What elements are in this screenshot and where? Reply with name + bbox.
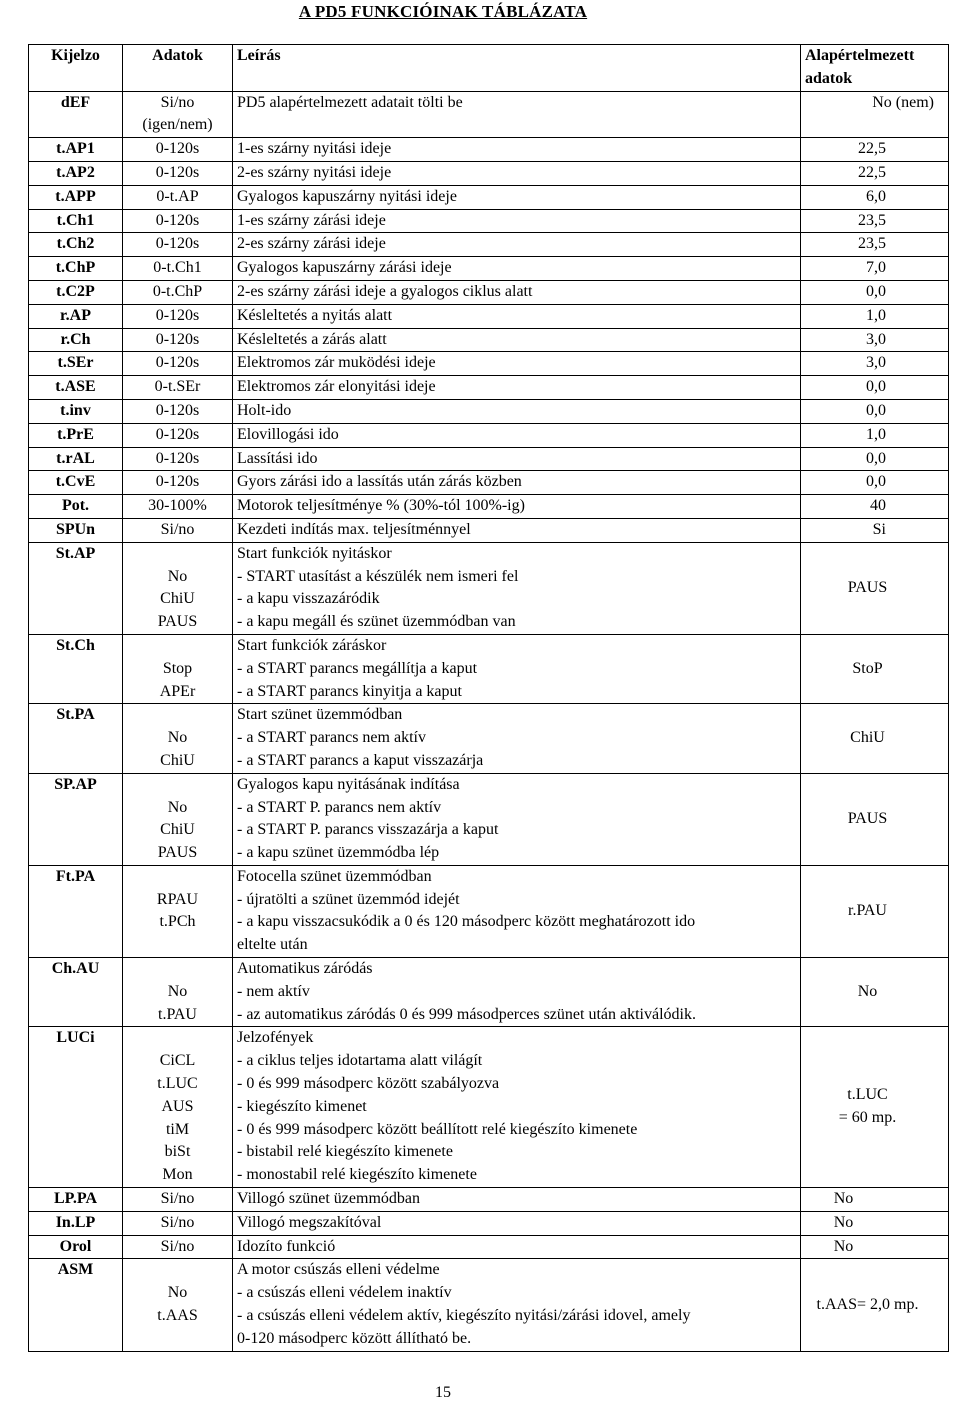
header-adatok: Adatok xyxy=(123,45,233,92)
table-row-block xyxy=(29,634,949,703)
desc-cell xyxy=(233,865,801,957)
desc-cell: Villogó megszakítóval xyxy=(233,1211,801,1235)
data-cell-line: AUS xyxy=(161,1097,194,1115)
desc-cell: 2-es szárny nyitási ideje xyxy=(233,161,801,185)
default-cell: 0,0 xyxy=(801,376,949,400)
code-cell: ASM xyxy=(29,1259,123,1351)
default-cell: ChiU xyxy=(801,704,949,773)
desc-cell: Elovillogási ido xyxy=(233,423,801,447)
data-cell: Si/no xyxy=(123,1235,233,1259)
data-cell: Si/no xyxy=(123,1211,233,1235)
desc-cell-line: Automatikus záródás xyxy=(237,960,373,978)
data-cell-line: CiCL xyxy=(159,1052,196,1070)
default-cell: StoP xyxy=(801,634,949,703)
data-cell-line: PAUS xyxy=(157,613,198,631)
table-header-row xyxy=(29,45,949,92)
data-cell-line xyxy=(123,1259,232,1282)
data-cell: 0-120s xyxy=(123,352,233,376)
desc-cell: 1-es szárny nyitási ideje xyxy=(233,138,801,162)
default-cell: 22,5 xyxy=(801,161,949,185)
desc-cell xyxy=(233,1027,801,1188)
table-row xyxy=(29,399,949,423)
default-cell xyxy=(801,1027,949,1188)
code-cell: St.PA xyxy=(29,704,123,773)
desc-cell-line: - a kapu megáll és szünet üzemmódban van xyxy=(237,613,516,631)
desc-cell-line: Start funkciók nyitáskor xyxy=(237,544,392,562)
desc-cell: Elektromos zár muködési ideje xyxy=(233,352,801,376)
data-cell-line: No xyxy=(167,1284,188,1302)
page-title: A PD5 FUNKCIÓINAK TÁBLÁZATA xyxy=(298,2,588,21)
table-row xyxy=(29,1188,949,1212)
desc-cell: Gyalogos kapuszárny zárási ideje xyxy=(233,257,801,281)
default-cell: 40 xyxy=(801,495,949,519)
code-cell: SP.AP xyxy=(29,773,123,865)
desc-cell-line: - a START parancs a kaput visszazárja xyxy=(237,751,484,769)
data-cell: 0-120s xyxy=(123,423,233,447)
data-cell: 0-120s xyxy=(123,138,233,162)
data-line: (igen/nem) xyxy=(142,116,213,134)
data-line: Si/no xyxy=(160,93,195,111)
table-row xyxy=(29,423,949,447)
data-cell: Si/no xyxy=(123,518,233,542)
desc-cell-line: - a csúszás elleni védelem aktív, kiegészíto nyitási/zárási idovel, amely xyxy=(237,1307,691,1325)
data-cell-line: PAUS xyxy=(157,844,198,862)
table-row xyxy=(29,328,949,352)
code-cell: t.CvE xyxy=(29,471,123,495)
code-cell: t.AP2 xyxy=(29,161,123,185)
data-cell-line xyxy=(123,704,232,727)
desc-cell: 2-es szárny zárási ideje a gyalogos ciklus alatt xyxy=(233,280,801,304)
default-cell: PAUS xyxy=(801,542,949,634)
data-cell-line: No xyxy=(167,982,188,1000)
default-cell: r.PAU xyxy=(801,865,949,957)
code-cell: SPUn xyxy=(29,518,123,542)
code-cell: t.ASE xyxy=(29,376,123,400)
data-cell-line: biSt xyxy=(164,1143,191,1161)
data-cell xyxy=(123,91,233,138)
desc-cell: PD5 alapértelmezett adatait tölti be xyxy=(233,91,801,138)
code-cell: t.APP xyxy=(29,185,123,209)
data-cell-line: ChiU xyxy=(160,751,195,769)
table-row xyxy=(29,1211,949,1235)
desc-cell-line: Start szünet üzemmódban xyxy=(237,706,403,724)
desc-cell-line: Fotocella szünet üzemmódban xyxy=(237,867,432,885)
data-cell-line: t.PCh xyxy=(159,913,196,931)
desc-cell-line: - a kapu visszacsukódik a 0 és 120 másodperc között meghatározott ido xyxy=(237,913,696,931)
default-cell: PAUS xyxy=(801,773,949,865)
data-cell-line: t.LUC xyxy=(157,1075,198,1093)
default-cell: No xyxy=(801,1188,949,1212)
desc-cell: Kezdeti indítás max. teljesítménnyel xyxy=(233,518,801,542)
desc-cell-line: - bistabil relé kiegészíto kimenete xyxy=(237,1143,453,1161)
default-cell: 7,0 xyxy=(801,257,949,281)
code-cell: t.inv xyxy=(29,399,123,423)
code-cell: Ch.AU xyxy=(29,958,123,1027)
data-cell: 0-t.Ch1 xyxy=(123,257,233,281)
code-cell: t.SEr xyxy=(29,352,123,376)
table-row-block xyxy=(29,1027,949,1188)
desc-cell: Késleltetés a nyitás alatt xyxy=(233,304,801,328)
table-row-def xyxy=(29,91,949,138)
code-cell: St.Ch xyxy=(29,634,123,703)
desc-cell-line: - a START parancs kinyitja a kaput xyxy=(237,682,462,700)
table-row-block xyxy=(29,773,949,865)
desc-cell-line: - kiegészíto kimenet xyxy=(237,1097,367,1115)
data-cell xyxy=(123,542,233,634)
default-cell: 0,0 xyxy=(801,399,949,423)
data-cell-line: RPAU xyxy=(156,890,199,908)
desc-cell xyxy=(233,704,801,773)
desc-cell: Villogó szünet üzemmódban xyxy=(233,1188,801,1212)
default-cell: 6,0 xyxy=(801,185,949,209)
desc-cell-line: Gyalogos kapu nyitásának indítása xyxy=(237,775,460,793)
header-alapertelmezett xyxy=(801,45,949,92)
table-row xyxy=(29,352,949,376)
table-row xyxy=(29,209,949,233)
desc-cell-line: - a START parancs megállítja a kaput xyxy=(237,659,478,677)
code-cell: LUCi xyxy=(29,1027,123,1188)
header-leiras: Leírás xyxy=(233,45,801,92)
data-cell xyxy=(123,865,233,957)
desc-cell-line: - nem aktív xyxy=(237,982,310,1000)
desc-cell: Gyors zárási ido a lassítás után zárás közben xyxy=(233,471,801,495)
data-cell-line xyxy=(123,1328,232,1351)
code-cell: t.Ch1 xyxy=(29,209,123,233)
default-cell: 1,0 xyxy=(801,423,949,447)
code-cell: St.AP xyxy=(29,542,123,634)
data-cell-line xyxy=(123,543,232,566)
function-table xyxy=(28,44,949,1352)
desc-cell: Idozíto funkció xyxy=(233,1235,801,1259)
data-cell: 0-120s xyxy=(123,233,233,257)
code-cell: t.AP1 xyxy=(29,138,123,162)
code-cell: Pot. xyxy=(29,495,123,519)
default-cell: 23,5 xyxy=(801,233,949,257)
data-cell: 0-120s xyxy=(123,161,233,185)
default-line: = 60 mp. xyxy=(838,1109,897,1127)
desc-cell: Gyalogos kapuszárny nyitási ideje xyxy=(233,185,801,209)
default-cell: 3,0 xyxy=(801,328,949,352)
data-cell: 0-t.ChP xyxy=(123,280,233,304)
code-cell: r.Ch xyxy=(29,328,123,352)
code-cell: t.C2P xyxy=(29,280,123,304)
default-cell: No xyxy=(801,1211,949,1235)
code-cell: Orol xyxy=(29,1235,123,1259)
desc-cell xyxy=(233,634,801,703)
header-default-line1: Alapértelmezett xyxy=(805,47,915,64)
data-cell: 0-120s xyxy=(123,399,233,423)
desc-cell: Késleltetés a zárás alatt xyxy=(233,328,801,352)
table-row xyxy=(29,161,949,185)
default-cell: 3,0 xyxy=(801,352,949,376)
data-cell: 0-120s xyxy=(123,471,233,495)
desc-cell-line: - monostabil relé kiegészíto kimenete xyxy=(237,1166,477,1184)
desc-cell-line: - a ciklus teljes idotartama alatt világít xyxy=(237,1052,483,1070)
code-cell: LP.PA xyxy=(29,1188,123,1212)
data-cell-line: t.PAU xyxy=(158,1005,197,1023)
desc-cell-line: Start funkciók záráskor xyxy=(237,636,387,654)
header-kijelzo: Kijelzo xyxy=(29,45,123,92)
table-row xyxy=(29,304,949,328)
desc-cell-line: - a START parancs nem aktív xyxy=(237,729,426,747)
desc-cell-line: - a START P. parancs nem aktív xyxy=(237,798,442,816)
data-cell xyxy=(123,1027,233,1188)
data-cell: 0-120s xyxy=(123,209,233,233)
data-cell-line: APEr xyxy=(159,682,196,700)
data-cell xyxy=(123,958,233,1027)
desc-cell-line: - 0 és 999 másodperc között beállított relé kiegészíto kimenete xyxy=(237,1120,638,1138)
table-row xyxy=(29,471,949,495)
desc-cell-line: A motor csúszás elleni védelme xyxy=(237,1261,440,1279)
data-cell: 0-120s xyxy=(123,328,233,352)
desc-cell-line: - START utasítást a készülék nem ismeri fel xyxy=(237,567,519,585)
code-cell: t.rAL xyxy=(29,447,123,471)
data-cell-line: No xyxy=(167,567,188,585)
code-cell: t.ChP xyxy=(29,257,123,281)
default-cell: Si xyxy=(801,518,949,542)
table-row xyxy=(29,233,949,257)
data-cell-line: ChiU xyxy=(160,821,195,839)
table-row-block xyxy=(29,1259,949,1351)
desc-cell xyxy=(233,1259,801,1351)
table-row xyxy=(29,518,949,542)
default-cell: 0,0 xyxy=(801,280,949,304)
desc-cell: Lassítási ido xyxy=(233,447,801,471)
code-cell: r.AP xyxy=(29,304,123,328)
desc-cell-line: - a kapu szünet üzemmódba lép xyxy=(237,844,440,862)
desc-cell-line: - a START P. parancs visszazárja a kaput xyxy=(237,821,499,839)
default-cell: t.AAS= 2,0 mp. xyxy=(801,1259,949,1351)
desc-cell xyxy=(233,773,801,865)
table-row xyxy=(29,447,949,471)
table-row xyxy=(29,376,949,400)
table-row xyxy=(29,495,949,519)
default-cell: 22,5 xyxy=(801,138,949,162)
code-cell: t.Ch2 xyxy=(29,233,123,257)
desc-cell xyxy=(233,958,801,1027)
table-row xyxy=(29,138,949,162)
table-row xyxy=(29,257,949,281)
default-cell: No (nem) xyxy=(801,91,949,138)
desc-cell-line: - a kapu visszazáródik xyxy=(237,590,380,608)
desc-cell: Holt-ido xyxy=(233,399,801,423)
data-cell-line xyxy=(123,635,232,658)
data-cell: 0-t.SEr xyxy=(123,376,233,400)
data-cell-line: No xyxy=(167,729,188,747)
table-row xyxy=(29,185,949,209)
default-line: t.LUC xyxy=(847,1086,888,1104)
desc-cell-line: 0-120 másodperc között állítható be. xyxy=(237,1329,472,1347)
data-cell xyxy=(123,634,233,703)
default-cell: 23,5 xyxy=(801,209,949,233)
data-cell xyxy=(123,773,233,865)
data-cell-line xyxy=(123,1027,232,1050)
data-cell-line: t.AAS xyxy=(157,1307,198,1325)
desc-cell-line: - újratölti a szünet üzemmód idejét xyxy=(237,890,460,908)
header-default-line2: adatok xyxy=(805,69,853,87)
default-cell: 0,0 xyxy=(801,447,949,471)
desc-cell-line: - az automatikus záródás 0 és 999 másodperces szünet után aktiválódik. xyxy=(237,1005,696,1023)
data-cell-line: ChiU xyxy=(160,590,195,608)
data-cell: 30-100% xyxy=(123,495,233,519)
desc-cell: Motorok teljesítménye % (30%-tól 100%-ig) xyxy=(233,495,801,519)
data-cell: Si/no xyxy=(123,1188,233,1212)
code-cell: dEF xyxy=(29,91,123,138)
data-cell-line: Mon xyxy=(162,1166,193,1184)
data-cell-line xyxy=(123,866,232,889)
desc-cell: 2-es szárny zárási ideje xyxy=(233,233,801,257)
default-cell: No xyxy=(801,1235,949,1259)
default-cell: 1,0 xyxy=(801,304,949,328)
data-cell: 0-t.AP xyxy=(123,185,233,209)
code-cell: Ft.PA xyxy=(29,865,123,957)
data-cell: 0-120s xyxy=(123,447,233,471)
data-cell-line xyxy=(123,934,232,957)
data-cell xyxy=(123,704,233,773)
desc-cell-line: Jelzofények xyxy=(237,1029,314,1047)
desc-cell-line: - a csúszás elleni védelem inaktív xyxy=(237,1284,452,1302)
table-row-block xyxy=(29,958,949,1027)
data-cell-line xyxy=(123,958,232,981)
data-cell-line xyxy=(123,774,232,797)
page-number: 15 xyxy=(435,1384,451,1401)
data-cell-line: No xyxy=(167,798,188,816)
data-cell xyxy=(123,1259,233,1351)
desc-cell-line: - 0 és 999 másodperc között szabályozva xyxy=(237,1075,500,1093)
table-row xyxy=(29,280,949,304)
data-cell-line: tiM xyxy=(165,1120,190,1138)
data-cell-line: Stop xyxy=(162,659,193,677)
default-cell: 0,0 xyxy=(801,471,949,495)
desc-cell: Elektromos zár elonyitási ideje xyxy=(233,376,801,400)
desc-cell: 1-es szárny zárási ideje xyxy=(233,209,801,233)
code-cell: In.LP xyxy=(29,1211,123,1235)
data-cell: 0-120s xyxy=(123,304,233,328)
default-cell: No xyxy=(801,958,949,1027)
table-row-block xyxy=(29,865,949,957)
code-cell: t.PrE xyxy=(29,423,123,447)
desc-cell-line: eltelte után xyxy=(237,936,308,954)
table-row-block xyxy=(29,704,949,773)
table-row-block xyxy=(29,542,949,634)
desc-cell xyxy=(233,542,801,634)
table-row xyxy=(29,1235,949,1259)
